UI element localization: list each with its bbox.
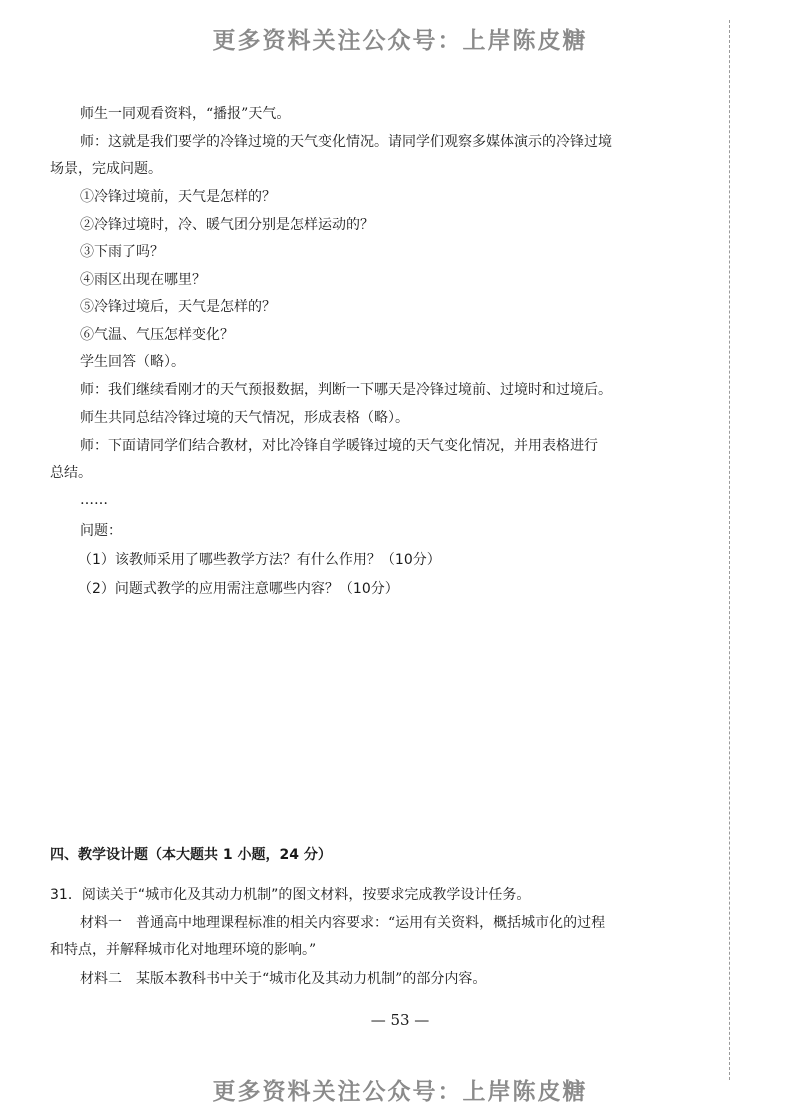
- watermark-top: 更多资料关注公众号：上岸陈皮糖: [212, 28, 588, 54]
- case-question-6: ⑥气温、气压怎样变化？: [80, 327, 234, 343]
- case-line-8: 总结。: [50, 465, 92, 481]
- watermark-bottom: 更多资料关注公众号：上岸陈皮糖: [212, 1079, 588, 1105]
- case-line-3: 场景，完成问题。: [50, 161, 162, 177]
- case-question-2: ②冷锋过境时，冷、暖气团分别是怎样运动的？: [80, 217, 374, 233]
- case-line-7: 师：下面请同学们结合教材，对比冷锋自学暖锋过境的天气变化情况，并用表格进行: [80, 438, 598, 454]
- material-1-line-2: 和特点，并解释城市化对地理环境的影响。”: [50, 942, 317, 958]
- question-1: （1）该教师采用了哪些教学方法？有什么作用？（10分）: [78, 552, 441, 568]
- questions-label: 问题：: [80, 523, 122, 539]
- question-31: 31．阅读关于“城市化及其动力机制”的图文材料，按要求完成教学设计任务。: [50, 887, 531, 903]
- material-1-line-1: 材料一 普通高中地理课程标准的相关内容要求：“运用有关资料，概括城市化的过程: [80, 915, 606, 931]
- binding-margin-rule: [729, 20, 730, 1080]
- page-number: — 53 —: [370, 1011, 430, 1029]
- question-2: （2）问题式教学的应用需注意哪些内容？（10分）: [78, 581, 399, 597]
- case-line-6: 师生共同总结冷锋过境的天气情况，形成表格（略）。: [80, 410, 409, 426]
- case-question-4: ④雨区出现在哪里？: [80, 272, 206, 288]
- case-question-5: ⑤冷锋过境后，天气是怎样的？: [80, 299, 276, 315]
- case-line-4: 学生回答（略）。: [80, 354, 185, 370]
- case-line-2: 师：这就是我们要学的冷锋过境的天气变化情况。请同学们观察多媒体演示的冷锋过境: [80, 134, 612, 150]
- section-heading: 四、教学设计题（本大题共 1 小题，24 分）: [50, 847, 332, 863]
- case-question-3: ③下雨了吗？: [80, 244, 164, 260]
- material-2: 材料二 某版本教科书中关于“城市化及其动力机制”的部分内容。: [80, 971, 487, 987]
- case-question-1: ①冷锋过境前，天气是怎样的？: [80, 189, 276, 205]
- case-line-1: 师生一同观看资料，“播报”天气。: [80, 106, 291, 122]
- case-line-5: 师：我们继续看刚才的天气预报数据，判断一下哪天是冷锋过境前、过境时和过境后。: [80, 382, 612, 398]
- case-ellipsis: ……: [80, 492, 108, 508]
